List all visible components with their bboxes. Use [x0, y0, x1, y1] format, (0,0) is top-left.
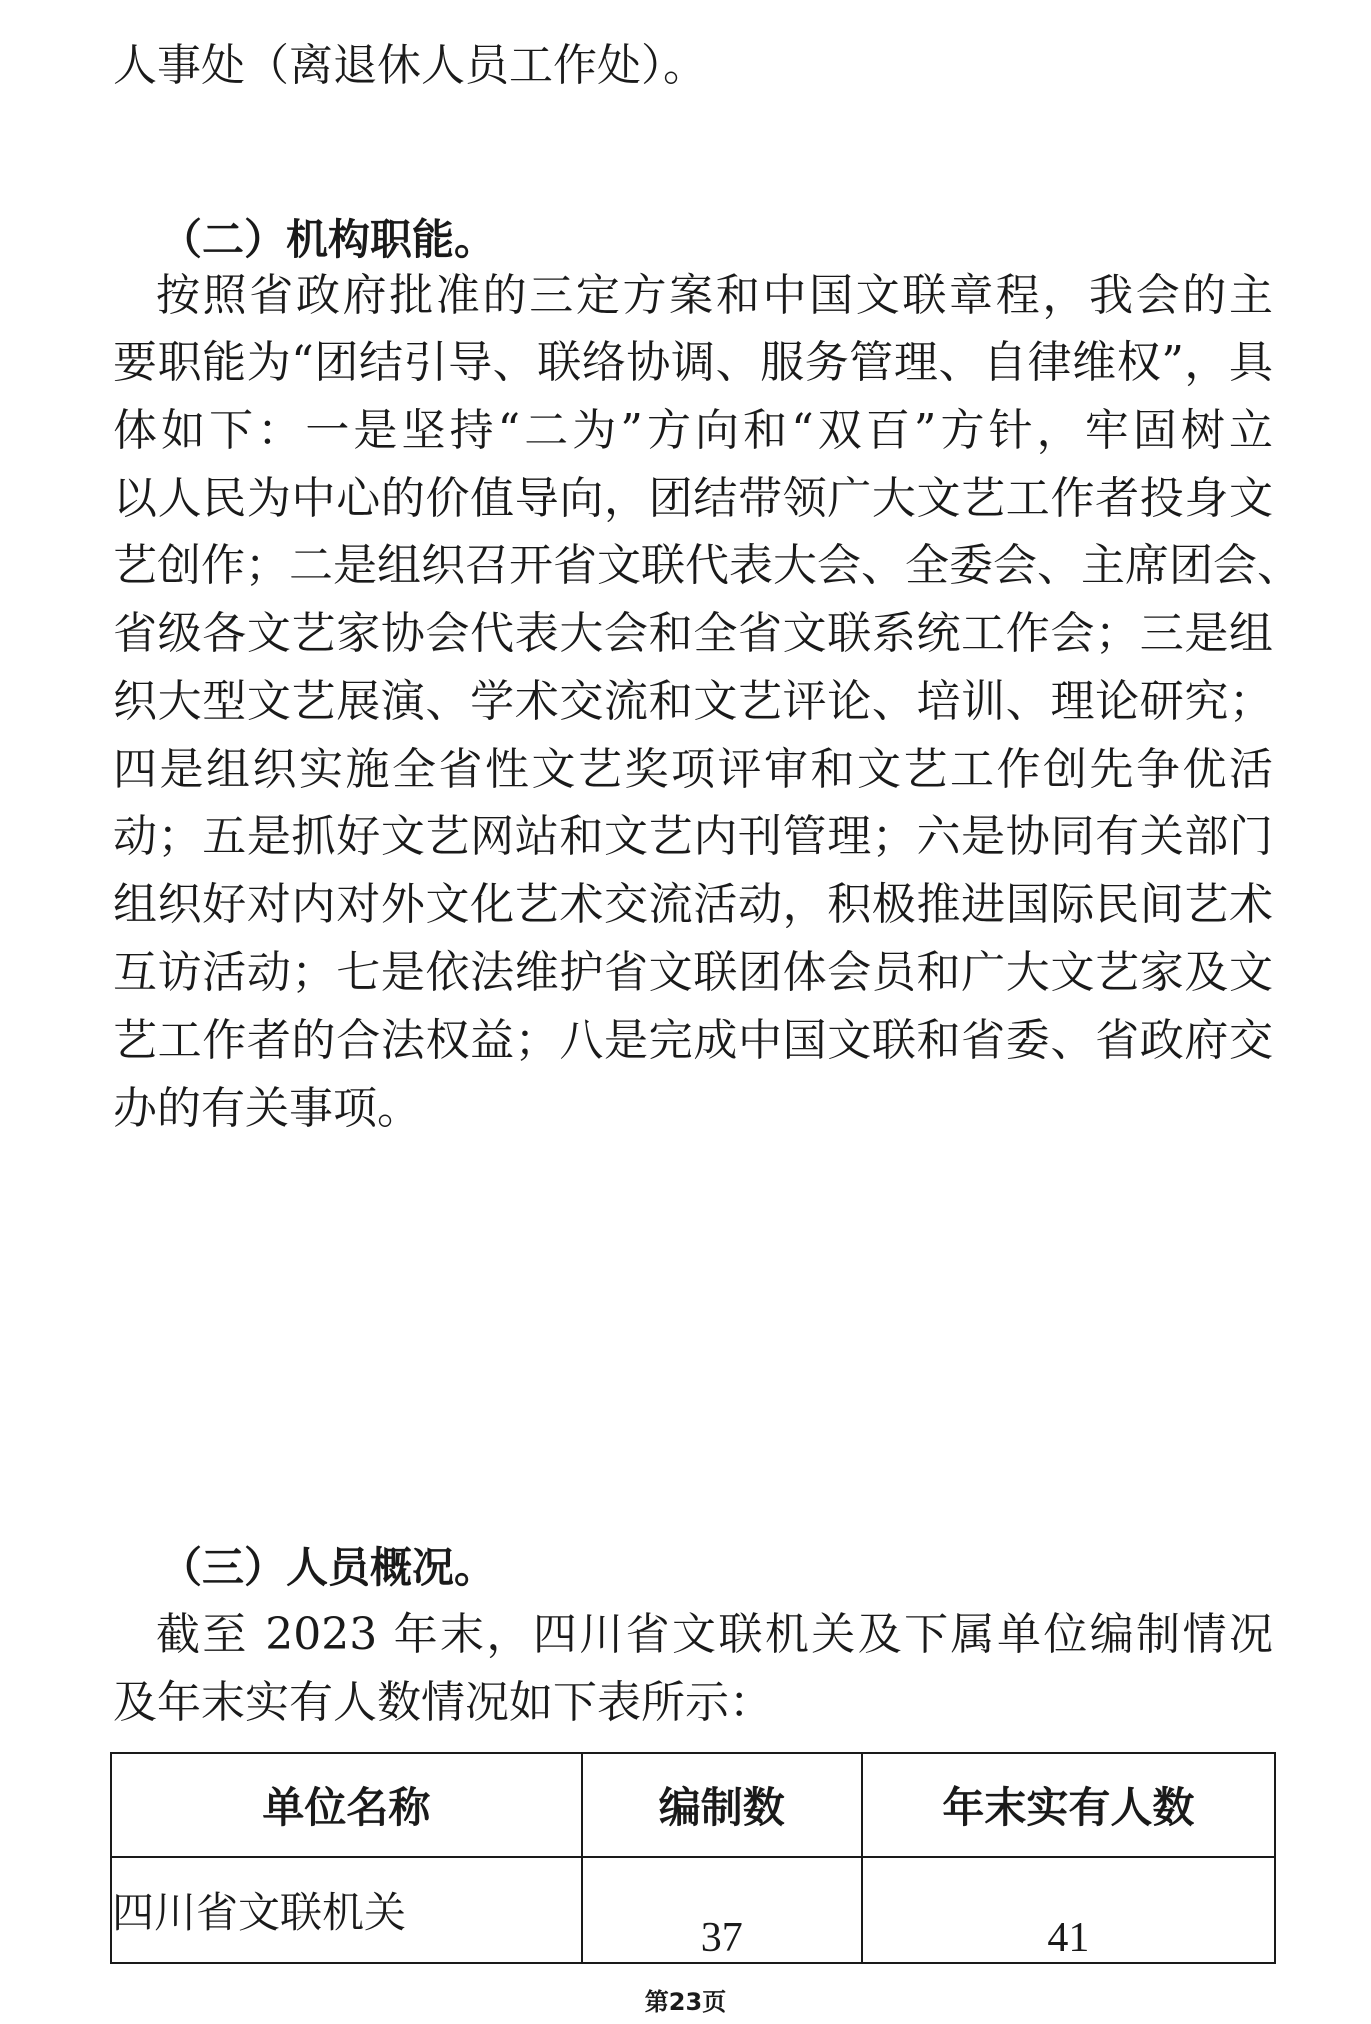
paragraph-line: 艺工作者的合法权益；八是完成中国文联和省委、省政府交 — [113, 1015, 1273, 1066]
paragraph-line: 体如下：一是坚持“二为”方向和“双百”方针，牢固树立 — [113, 405, 1273, 456]
paragraph-line: 办的有关事项。 — [113, 1083, 421, 1134]
table-row — [111, 1857, 1275, 1963]
paragraph-line: 及年末实有人数情况如下表所示： — [113, 1677, 773, 1728]
paragraph-line: 四是组织实施全省性文艺奖项评审和文艺工作创先争优活 — [113, 744, 1273, 795]
table-header-row — [111, 1753, 1275, 1857]
paragraph-line: 要职能为“团结引导、联络协调、服务管理、自律维权”，具 — [113, 337, 1273, 388]
header-quota: 编制数 — [582, 1753, 862, 1857]
paragraph-line: 截至 2023 年末，四川省文联机关及下属单位编制情况 — [156, 1609, 1273, 1660]
staffing-table — [110, 1752, 1276, 1964]
cell-unit-name: 四川省文联机关 — [111, 1857, 582, 1963]
cell-quota: 37 — [582, 1857, 862, 1963]
header-unit-name: 单位名称 — [111, 1753, 582, 1857]
paragraph-line: 组织好对内对外文化艺术交流活动，积极推进国际民间艺术 — [113, 879, 1273, 930]
paragraph-line: 以人民为中心的价值导向，团结带领广大文艺工作者投身文 — [113, 473, 1273, 524]
paragraph-line: 互访活动；七是依法维护省文联团体会员和广大文艺家及文 — [113, 947, 1273, 998]
paragraph-line: 艺创作；二是组织召开省文联代表大会、全委会、主席团会、 — [113, 540, 1301, 591]
section-heading-functions: （二）机构职能。 — [160, 215, 497, 264]
header-actual: 年末实有人数 — [862, 1753, 1275, 1857]
paragraph-line: 织大型文艺展演、学术交流和文艺评论、培训、理论研究； — [113, 676, 1273, 727]
section-heading-staff: （三）人员概况。 — [160, 1543, 497, 1592]
cell-actual: 41 — [862, 1857, 1275, 1963]
page-number: 第23页 — [644, 1988, 727, 2016]
continuation-text: 人事处（离退休人员工作处）。 — [113, 40, 707, 91]
paragraph-line: 动；五是抓好文艺网站和文艺内刊管理；六是协同有关部门 — [113, 811, 1273, 862]
paragraph-line: 按照省政府批准的三定方案和中国文联章程，我会的主 — [156, 270, 1273, 321]
paragraph-line: 省级各文艺家协会代表大会和全省文联系统工作会；三是组 — [113, 608, 1273, 659]
